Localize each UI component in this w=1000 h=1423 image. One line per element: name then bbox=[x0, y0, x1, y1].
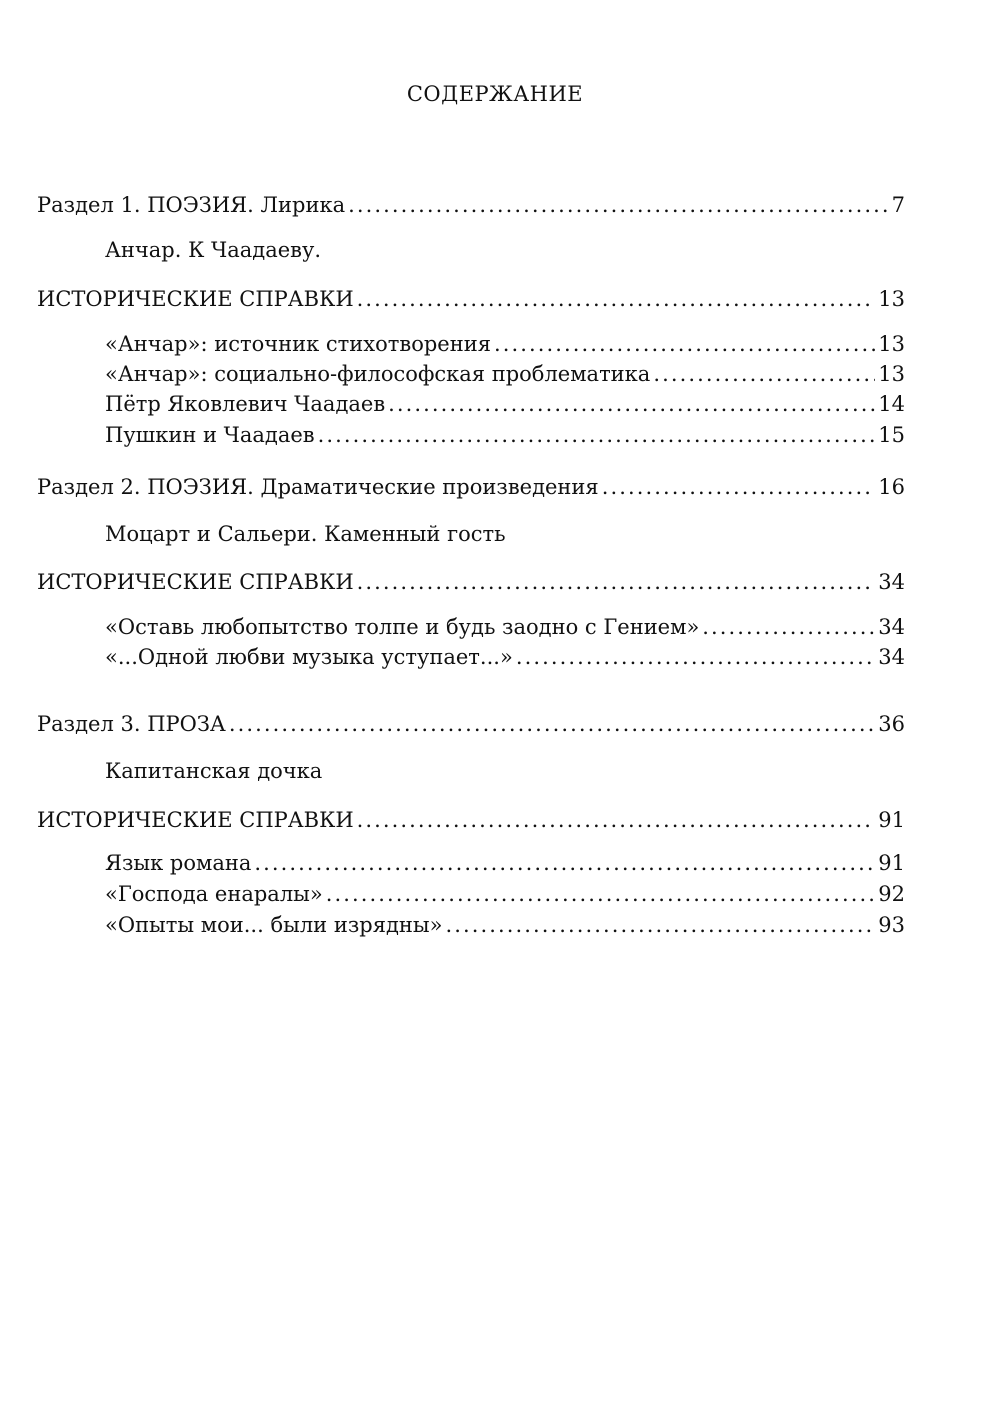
toc-page: 34 bbox=[878, 570, 905, 594]
toc-subentry[interactable] bbox=[105, 913, 905, 943]
toc-section-2[interactable] bbox=[37, 475, 905, 505]
toc-page: 34 bbox=[878, 645, 905, 669]
toc-page: 93 bbox=[878, 913, 905, 937]
toc-subentry[interactable] bbox=[105, 882, 905, 912]
toc-page: 36 bbox=[878, 712, 905, 736]
toc-label: Раздел 2. ПОЭЗИЯ. Драматические произведения bbox=[37, 475, 599, 499]
toc-page: 91 bbox=[878, 808, 905, 832]
toc-label: «Господа енаралы» bbox=[105, 882, 323, 906]
toc-page: 13 bbox=[878, 287, 905, 311]
toc-works-3: Капитанская дочка bbox=[105, 759, 323, 783]
toc-works-1: Анчар. К Чаадаеву. bbox=[105, 238, 322, 262]
dot-leader bbox=[229, 712, 875, 736]
toc-label: «Опыты мои... были изрядны» bbox=[105, 913, 443, 937]
dot-leader bbox=[653, 362, 875, 386]
toc-page: 34 bbox=[878, 615, 905, 639]
toc-page: 15 bbox=[878, 423, 905, 447]
toc-page: 91 bbox=[878, 851, 905, 875]
toc-historical-notes[interactable] bbox=[37, 808, 905, 838]
toc-label: Язык романа bbox=[105, 851, 252, 875]
toc-label: Раздел 3. ПРОЗА bbox=[37, 712, 226, 736]
toc-page: 14 bbox=[878, 392, 905, 416]
toc-subentry[interactable] bbox=[105, 851, 905, 881]
dot-leader bbox=[516, 645, 875, 669]
toc-subentry[interactable] bbox=[105, 392, 905, 422]
toc-label: Раздел 1. ПОЭЗИЯ. Лирика bbox=[37, 193, 346, 217]
dot-leader bbox=[357, 287, 876, 311]
toc-label: Пётр Яковлевич Чаадаев bbox=[105, 392, 386, 416]
toc-section-1[interactable] bbox=[37, 193, 905, 223]
toc-label: ИСТОРИЧЕСКИЕ СПРАВКИ bbox=[37, 287, 354, 311]
page-title: СОДЕРЖАНИЕ bbox=[406, 82, 584, 106]
toc-page: 16 bbox=[878, 475, 905, 499]
toc-label: ИСТОРИЧЕСКИЕ СПРАВКИ bbox=[37, 808, 354, 832]
toc-subentry[interactable] bbox=[105, 645, 905, 675]
toc-label: Пушкин и Чаадаев bbox=[105, 423, 315, 447]
toc-subentry[interactable] bbox=[105, 615, 905, 645]
toc-works-2: Моцарт и Сальери. Каменный гость bbox=[105, 522, 506, 546]
dot-leader bbox=[494, 332, 875, 356]
toc-section-3[interactable] bbox=[37, 712, 905, 742]
dot-leader bbox=[702, 615, 875, 639]
dot-leader bbox=[445, 913, 875, 937]
toc-label: ИСТОРИЧЕСКИЕ СПРАВКИ bbox=[37, 570, 354, 594]
dot-leader bbox=[318, 423, 876, 447]
dot-leader bbox=[357, 808, 876, 832]
toc-page: 92 bbox=[878, 882, 905, 906]
toc-subentry[interactable] bbox=[105, 362, 905, 392]
toc-page: 7 bbox=[891, 193, 905, 217]
toc-label: «Анчар»: социально-философская проблематика bbox=[105, 362, 651, 386]
toc-subentry[interactable] bbox=[105, 423, 905, 453]
dot-leader bbox=[602, 475, 876, 499]
toc-label: «...Одной любви музыка уступает...» bbox=[105, 645, 513, 669]
toc-label: «Анчар»: источник стихотворения bbox=[105, 332, 491, 356]
toc-subentry[interactable] bbox=[105, 332, 905, 362]
toc-page: 13 bbox=[878, 332, 905, 356]
toc-historical-notes[interactable] bbox=[37, 287, 905, 317]
toc-label: «Оставь любопытство толпе и будь заодно с Гением» bbox=[105, 615, 700, 639]
dot-leader bbox=[326, 882, 876, 906]
dot-leader bbox=[254, 851, 875, 875]
toc-page: 13 bbox=[878, 362, 905, 386]
dot-leader bbox=[357, 570, 876, 594]
dot-leader bbox=[388, 392, 875, 416]
dot-leader bbox=[348, 193, 889, 217]
toc-historical-notes[interactable] bbox=[37, 570, 905, 600]
